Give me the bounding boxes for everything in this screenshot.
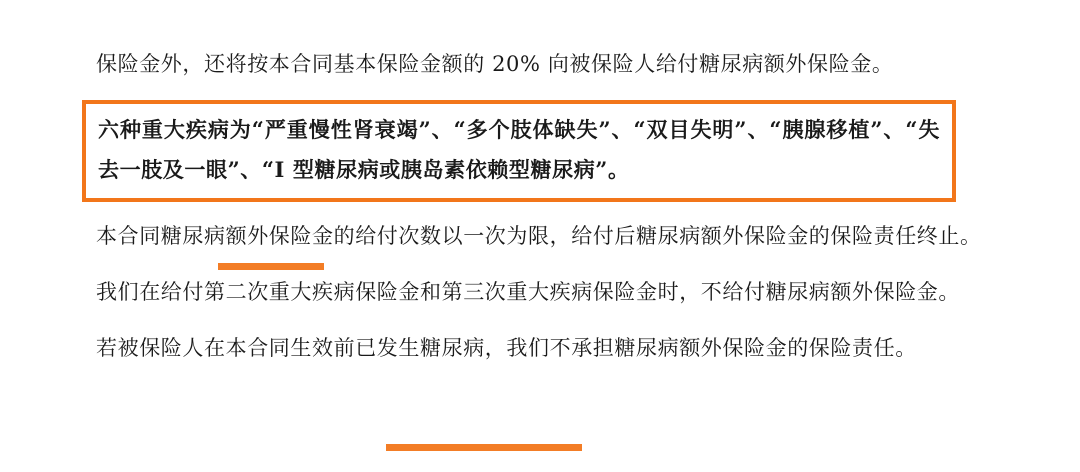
paragraph-1: 保险金外，还将按本合同基本保险金额的 20% 向被保险人给付糖尿病额外保险金。 [96, 52, 894, 76]
paragraph-4: 我们在给付第二次重大疾病保险金和第三次重大疾病保险金时，不给付糖尿病额外保险金。 [96, 280, 960, 304]
paragraph-2: 六种重大疾病为“严重慢性肾衰竭”、“多个肢体缺失”、“双目失明”、“胰腺移植”、“失去一肢及一眼”、“I 型糖尿病或胰岛素依赖型糖尿病”。 [98, 117, 940, 182]
underline-highlight-2 [386, 444, 582, 451]
highlighted-paragraph-box [82, 100, 956, 202]
paragraph-5: 若被保险人在本合同生效前已发生糖尿病，我们不承担糖尿病额外保险金的保险责任。 [96, 336, 917, 360]
underline-highlight-1 [218, 263, 324, 270]
paragraph-3: 本合同糖尿病额外保险金的给付次数以一次为限，给付后糖尿病额外保险金的保险责任终止。 [96, 224, 982, 248]
